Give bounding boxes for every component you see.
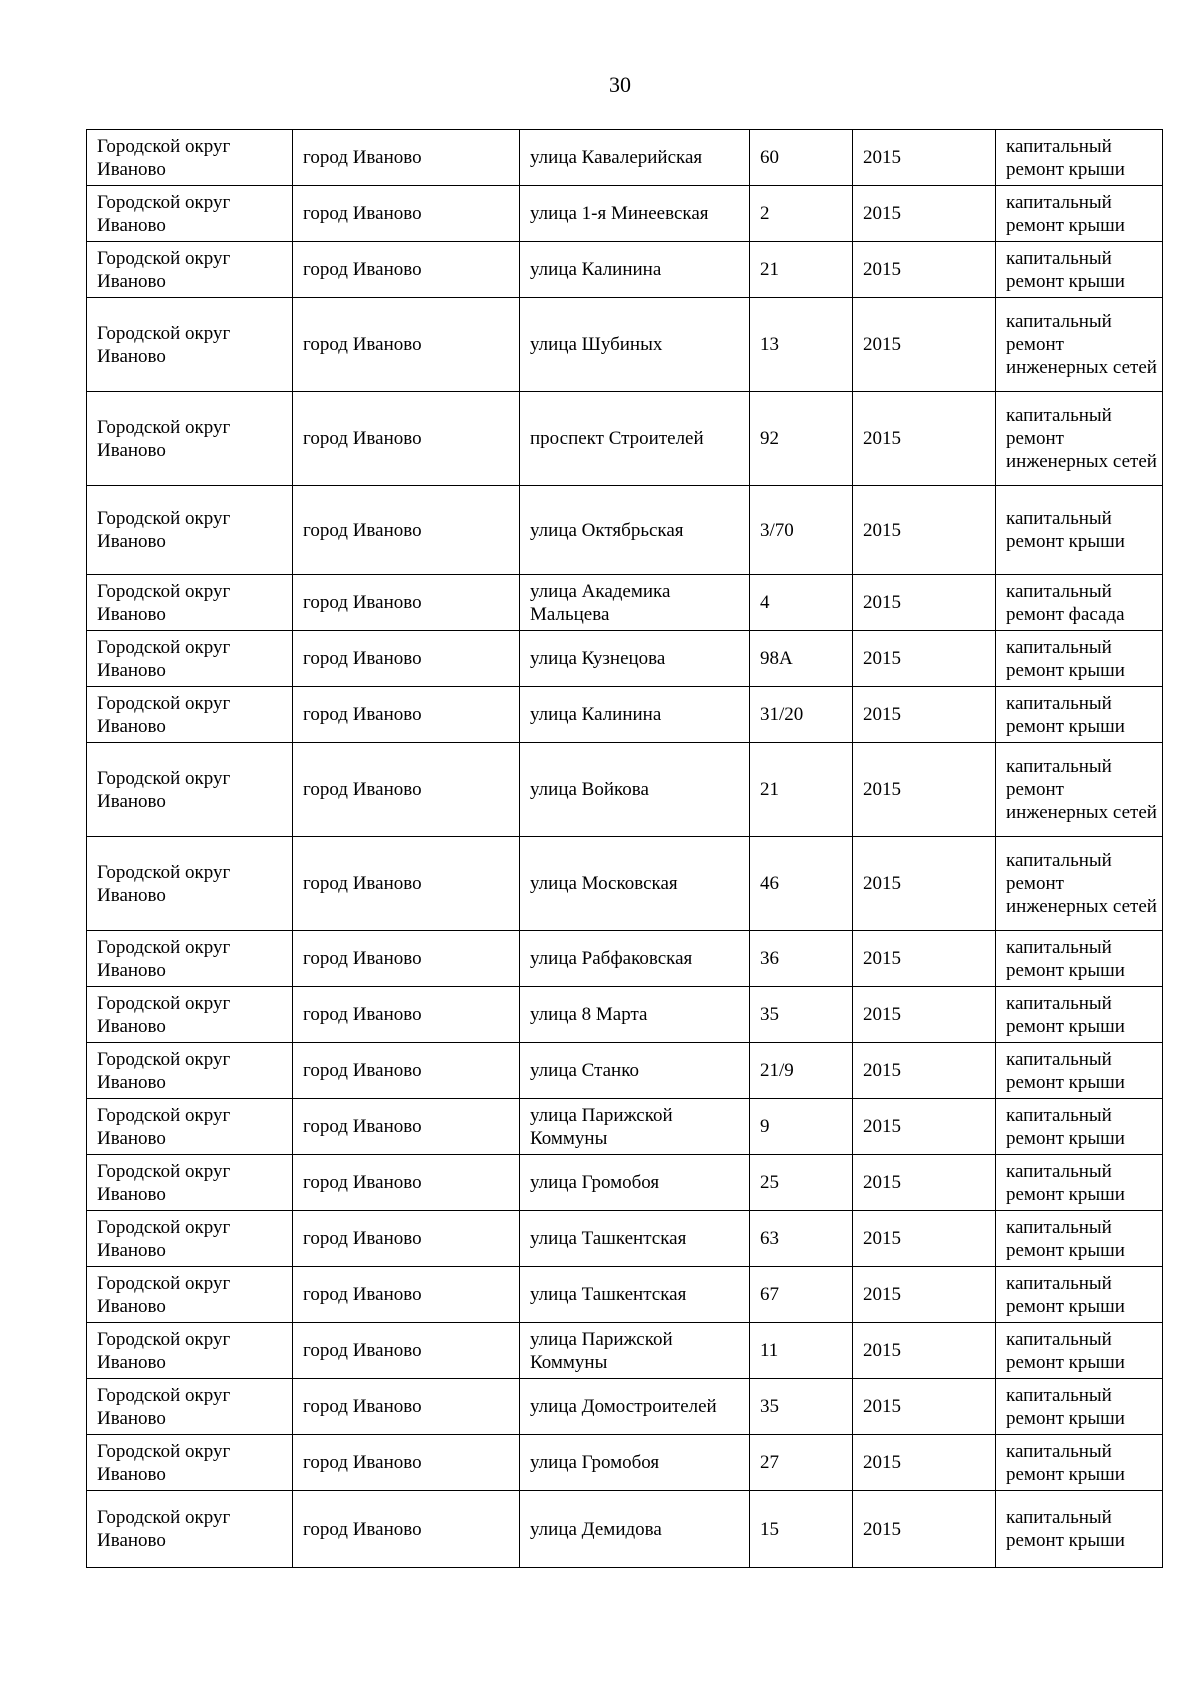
table-row: [87, 1043, 1163, 1099]
cell-house-number: 35: [750, 1379, 853, 1435]
cell-region: Городской округ Иваново: [87, 1491, 293, 1568]
cell-year: 2015: [853, 575, 996, 631]
table-body: [87, 130, 1163, 1568]
cell-house-number: 31/20: [750, 687, 853, 743]
table-row: [87, 1323, 1163, 1379]
cell-year: 2015: [853, 186, 996, 242]
cell-house-number: 92: [750, 392, 853, 486]
table-row: [87, 743, 1163, 837]
cell-city: город Иваново: [293, 486, 520, 575]
cell-work-type: капитальный ремонт крыши: [996, 486, 1163, 575]
cell-city: город Иваново: [293, 631, 520, 687]
cell-city: город Иваново: [293, 687, 520, 743]
cell-city: город Иваново: [293, 392, 520, 486]
table-row: [87, 1267, 1163, 1323]
cell-region: Городской округ Иваново: [87, 1435, 293, 1491]
cell-city: город Иваново: [293, 186, 520, 242]
cell-year: 2015: [853, 1491, 996, 1568]
cell-city: город Иваново: [293, 1099, 520, 1155]
cell-year: 2015: [853, 486, 996, 575]
cell-work-type: капитальный ремонт инженерных сетей: [996, 743, 1163, 837]
cell-house-number: 36: [750, 931, 853, 987]
cell-region: Городской округ Иваново: [87, 242, 293, 298]
cell-street: улица Калинина: [520, 687, 750, 743]
table-row: [87, 1379, 1163, 1435]
cell-street: улица Кавалерийская: [520, 130, 750, 186]
cell-year: 2015: [853, 1435, 996, 1491]
cell-region: Городской округ Иваново: [87, 1043, 293, 1099]
cell-house-number: 25: [750, 1155, 853, 1211]
cell-street: улица Громобоя: [520, 1155, 750, 1211]
cell-region: Городской округ Иваново: [87, 631, 293, 687]
cell-city: город Иваново: [293, 1155, 520, 1211]
cell-work-type: капитальный ремонт крыши: [996, 1155, 1163, 1211]
cell-street: улица Московская: [520, 837, 750, 931]
cell-house-number: 21: [750, 242, 853, 298]
cell-work-type: капитальный ремонт крыши: [996, 1099, 1163, 1155]
cell-work-type: капитальный ремонт крыши: [996, 1435, 1163, 1491]
cell-house-number: 21/9: [750, 1043, 853, 1099]
cell-street: улица Калинина: [520, 242, 750, 298]
cell-city: город Иваново: [293, 575, 520, 631]
cell-street: улица 1-я Минеевская: [520, 186, 750, 242]
cell-city: город Иваново: [293, 130, 520, 186]
page-number: 30: [609, 72, 631, 97]
cell-year: 2015: [853, 1211, 996, 1267]
cell-region: Городской округ Иваново: [87, 298, 293, 392]
cell-street: улица Ташкентская: [520, 1211, 750, 1267]
cell-region: Городской округ Иваново: [87, 575, 293, 631]
cell-work-type: капитальный ремонт крыши: [996, 631, 1163, 687]
cell-region: Городской округ Иваново: [87, 1155, 293, 1211]
cell-house-number: 9: [750, 1099, 853, 1155]
cell-house-number: 21: [750, 743, 853, 837]
cell-street: улица Демидова: [520, 1491, 750, 1568]
cell-house-number: 13: [750, 298, 853, 392]
cell-work-type: капитальный ремонт крыши: [996, 687, 1163, 743]
cell-region: Городской округ Иваново: [87, 743, 293, 837]
cell-work-type: капитальный ремонт крыши: [996, 1211, 1163, 1267]
cell-city: город Иваново: [293, 1323, 520, 1379]
table-row: [87, 1491, 1163, 1568]
repair-schedule-table: [86, 129, 1163, 1568]
cell-house-number: 4: [750, 575, 853, 631]
table-row: [87, 1435, 1163, 1491]
cell-city: город Иваново: [293, 1267, 520, 1323]
cell-work-type: капитальный ремонт крыши: [996, 987, 1163, 1043]
cell-work-type: капитальный ремонт крыши: [996, 1267, 1163, 1323]
cell-region: Городской округ Иваново: [87, 186, 293, 242]
cell-house-number: 2: [750, 186, 853, 242]
cell-house-number: 98А: [750, 631, 853, 687]
cell-street: улица Шубиных: [520, 298, 750, 392]
cell-city: город Иваново: [293, 1379, 520, 1435]
cell-street: улица Войкова: [520, 743, 750, 837]
table-row: [87, 837, 1163, 931]
cell-house-number: 63: [750, 1211, 853, 1267]
cell-street: улица Кузнецова: [520, 631, 750, 687]
cell-region: Городской округ Иваново: [87, 1099, 293, 1155]
cell-work-type: капитальный ремонт инженерных сетей: [996, 298, 1163, 392]
cell-year: 2015: [853, 1267, 996, 1323]
cell-work-type: капитальный ремонт фасада: [996, 575, 1163, 631]
cell-year: 2015: [853, 687, 996, 743]
table-row: [87, 242, 1163, 298]
cell-year: 2015: [853, 1323, 996, 1379]
cell-street: улица 8 Марта: [520, 987, 750, 1043]
cell-street: улица Станко: [520, 1043, 750, 1099]
cell-house-number: 15: [750, 1491, 853, 1568]
cell-work-type: капитальный ремонт крыши: [996, 130, 1163, 186]
cell-city: город Иваново: [293, 837, 520, 931]
table-row: [87, 392, 1163, 486]
cell-city: город Иваново: [293, 987, 520, 1043]
cell-region: Городской округ Иваново: [87, 392, 293, 486]
cell-house-number: 11: [750, 1323, 853, 1379]
cell-city: город Иваново: [293, 1043, 520, 1099]
cell-year: 2015: [853, 837, 996, 931]
cell-work-type: капитальный ремонт крыши: [996, 186, 1163, 242]
cell-year: 2015: [853, 242, 996, 298]
cell-year: 2015: [853, 987, 996, 1043]
cell-house-number: 35: [750, 987, 853, 1043]
cell-region: Городской округ Иваново: [87, 987, 293, 1043]
cell-work-type: капитальный ремонт крыши: [996, 931, 1163, 987]
cell-city: город Иваново: [293, 743, 520, 837]
cell-work-type: капитальный ремонт крыши: [996, 1379, 1163, 1435]
cell-city: город Иваново: [293, 298, 520, 392]
cell-city: город Иваново: [293, 1491, 520, 1568]
cell-street: улица Рабфаковская: [520, 931, 750, 987]
cell-region: Городской округ Иваново: [87, 1267, 293, 1323]
table-row: [87, 186, 1163, 242]
table-row: [87, 1211, 1163, 1267]
cell-work-type: капитальный ремонт крыши: [996, 1491, 1163, 1568]
table-row: [87, 631, 1163, 687]
cell-year: 2015: [853, 631, 996, 687]
cell-street: улица Громобоя: [520, 1435, 750, 1491]
cell-region: Городской округ Иваново: [87, 1379, 293, 1435]
table-row: [87, 1155, 1163, 1211]
cell-region: Городской округ Иваново: [87, 130, 293, 186]
cell-region: Городской округ Иваново: [87, 931, 293, 987]
cell-house-number: 60: [750, 130, 853, 186]
cell-house-number: 3/70: [750, 486, 853, 575]
table-row: [87, 130, 1163, 186]
cell-work-type: капитальный ремонт крыши: [996, 242, 1163, 298]
cell-house-number: 46: [750, 837, 853, 931]
cell-city: город Иваново: [293, 1211, 520, 1267]
cell-year: 2015: [853, 130, 996, 186]
cell-city: город Иваново: [293, 931, 520, 987]
cell-house-number: 27: [750, 1435, 853, 1491]
cell-street: улица Домостроителей: [520, 1379, 750, 1435]
table-row: [87, 486, 1163, 575]
table-row: [87, 1099, 1163, 1155]
cell-year: 2015: [853, 1043, 996, 1099]
cell-street: улица Парижской Коммуны: [520, 1323, 750, 1379]
cell-work-type: капитальный ремонт крыши: [996, 1323, 1163, 1379]
cell-street: улица Ташкентская: [520, 1267, 750, 1323]
cell-region: Городской округ Иваново: [87, 1323, 293, 1379]
cell-house-number: 67: [750, 1267, 853, 1323]
cell-work-type: капитальный ремонт крыши: [996, 1043, 1163, 1099]
cell-region: Городской округ Иваново: [87, 687, 293, 743]
cell-street: улица Парижской Коммуны: [520, 1099, 750, 1155]
table-row: [87, 987, 1163, 1043]
cell-street: улица Октябрьская: [520, 486, 750, 575]
table-row: [87, 687, 1163, 743]
table-row: [87, 298, 1163, 392]
cell-year: 2015: [853, 1155, 996, 1211]
cell-work-type: капитальный ремонт инженерных сетей: [996, 837, 1163, 931]
cell-year: 2015: [853, 743, 996, 837]
cell-region: Городской округ Иваново: [87, 486, 293, 575]
cell-street: улица Академика Мальцева: [520, 575, 750, 631]
cell-year: 2015: [853, 392, 996, 486]
table-row: [87, 575, 1163, 631]
cell-work-type: капитальный ремонт инженерных сетей: [996, 392, 1163, 486]
cell-region: Городской округ Иваново: [87, 1211, 293, 1267]
cell-street: проспект Строителей: [520, 392, 750, 486]
cell-city: город Иваново: [293, 1435, 520, 1491]
cell-year: 2015: [853, 931, 996, 987]
cell-year: 2015: [853, 298, 996, 392]
cell-city: город Иваново: [293, 242, 520, 298]
cell-year: 2015: [853, 1099, 996, 1155]
table-row: [87, 931, 1163, 987]
cell-region: Городской округ Иваново: [87, 837, 293, 931]
cell-year: 2015: [853, 1379, 996, 1435]
